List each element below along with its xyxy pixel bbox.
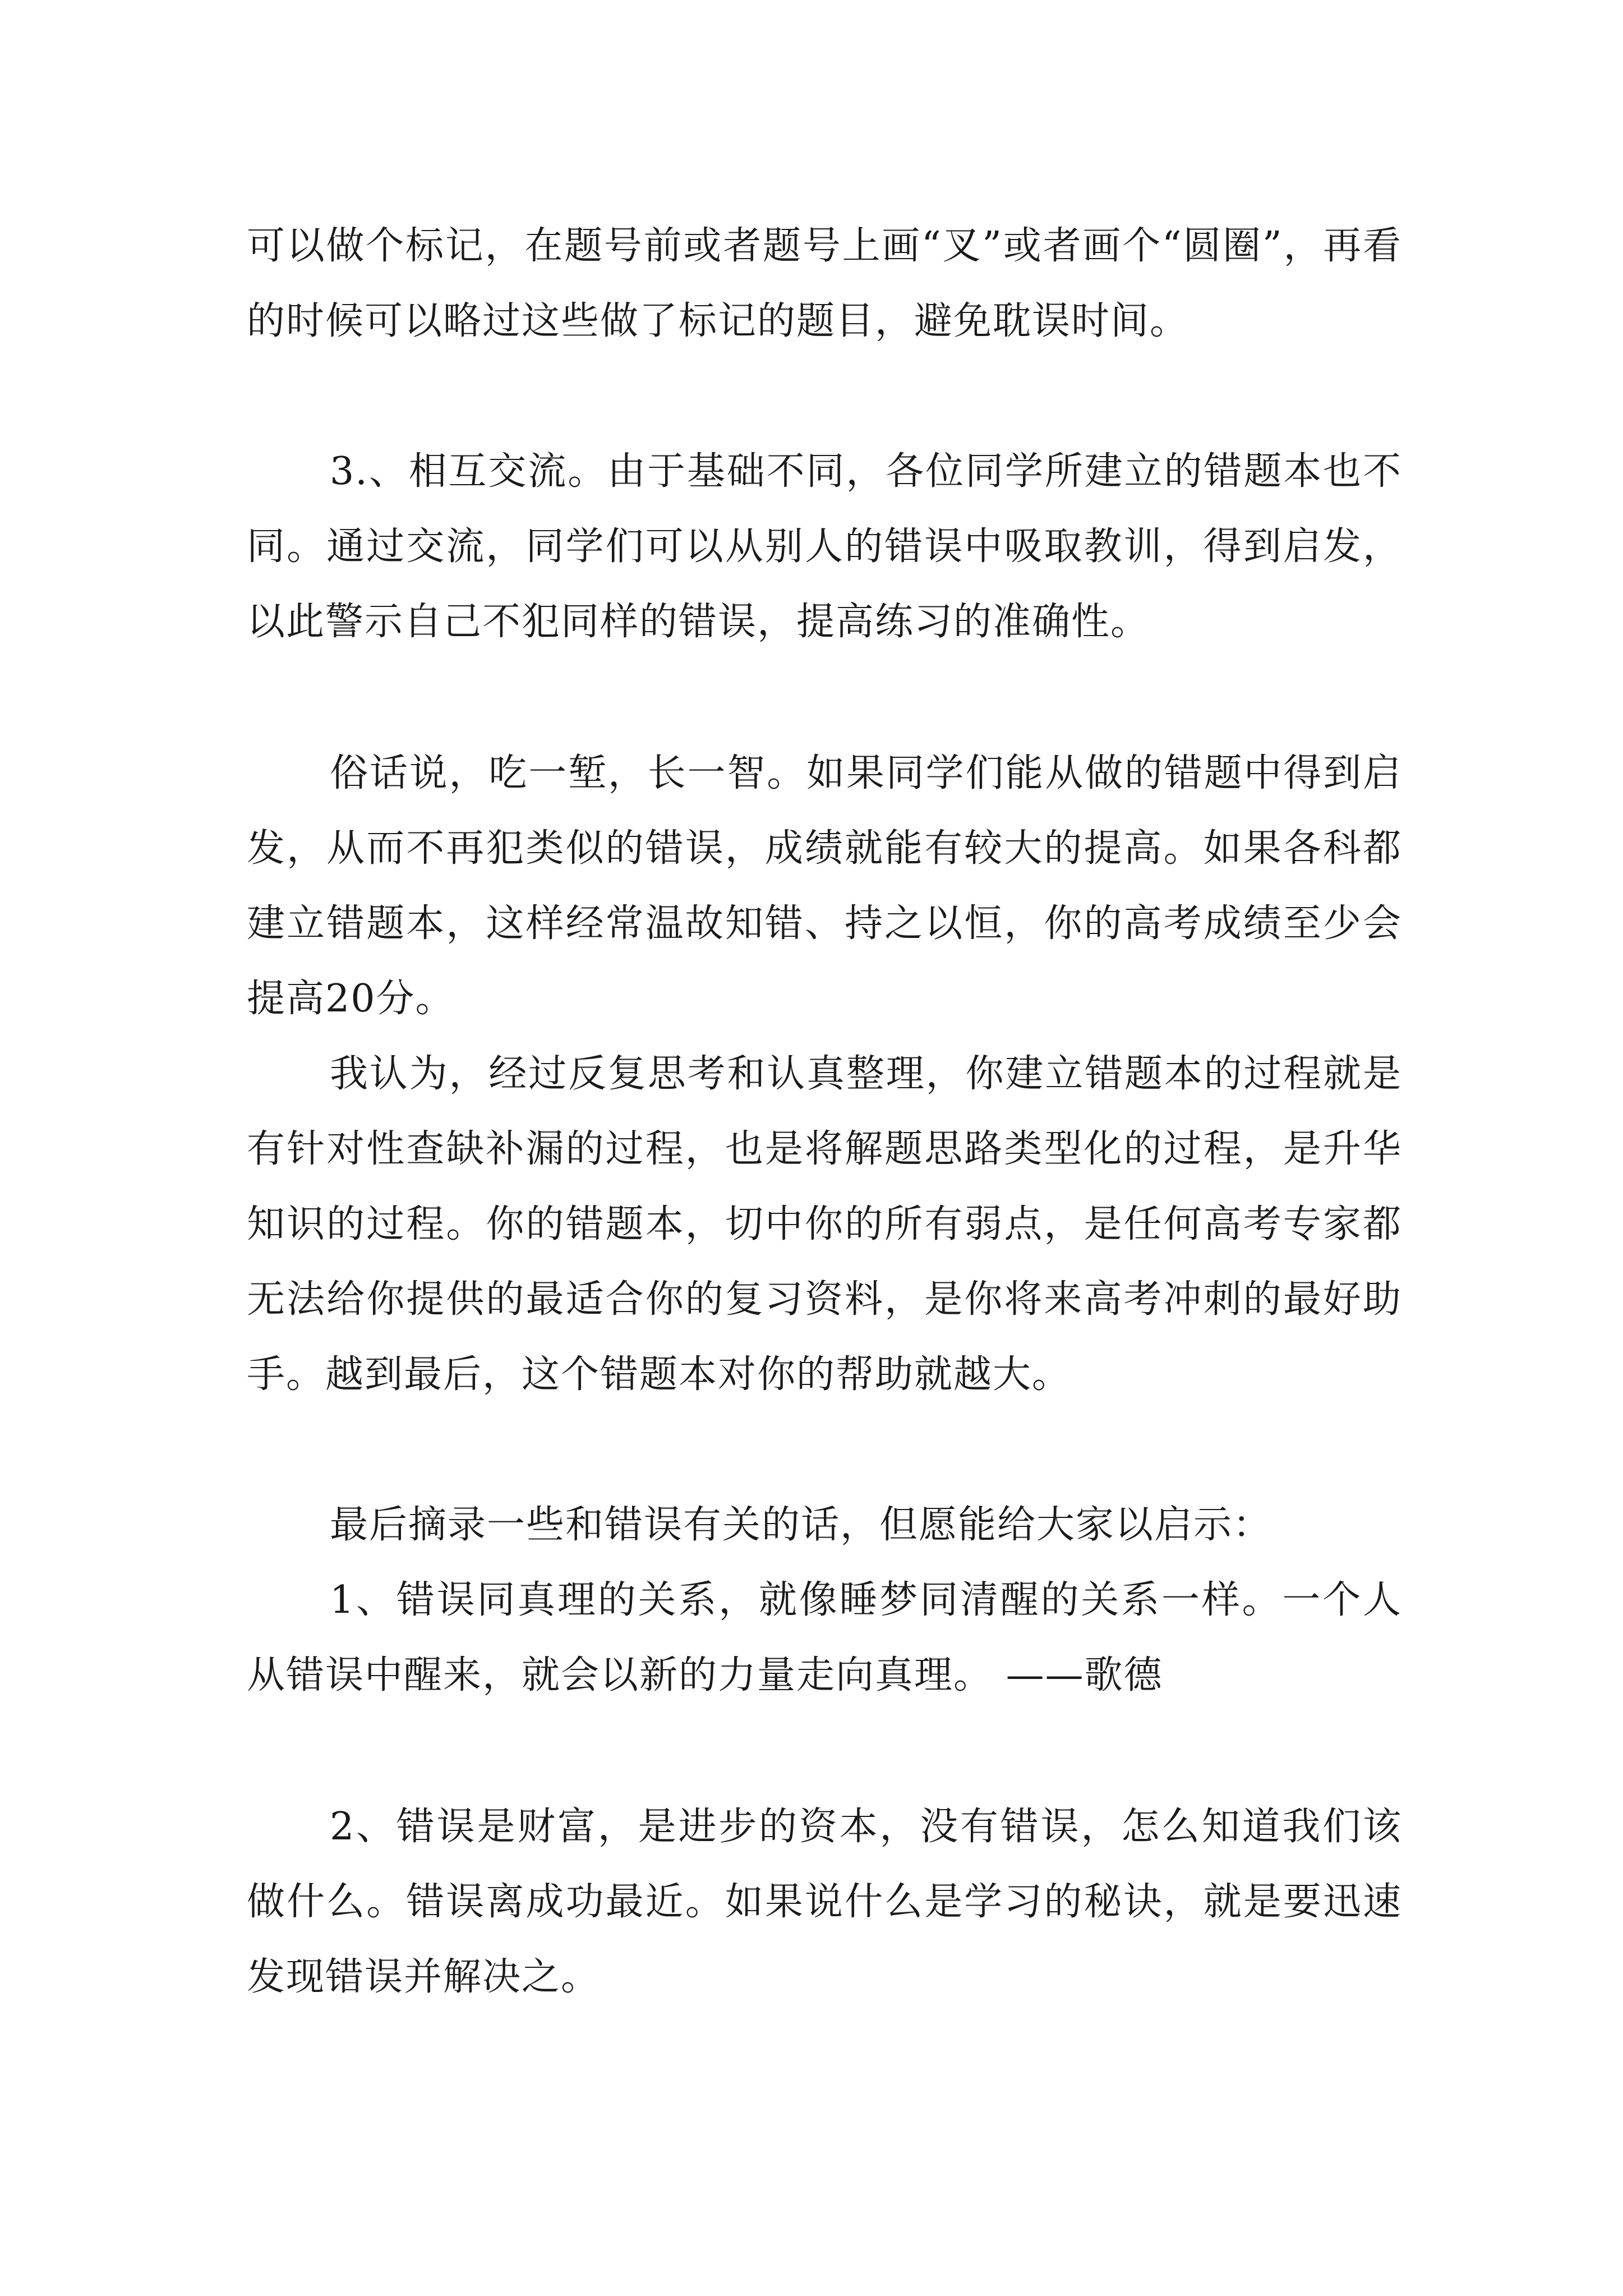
paragraph-1: 可以做个标记，在题号前或者题号上画“叉”或者画个“圆圈”，再看的时候可以略过这些做了标记的题目，避免耽误时间。 <box>247 224 1402 343</box>
paragraph-3: 俗话说，吃一堑，长一智。如果同学们能从做的错题中得到启发，从而不再犯类似的错误，成绩就能有较大的提高。如果各科都建立错题本，这样经常温故知错、持之以恒，你的高考成绩至少会提高20分。 <box>247 751 1402 1021</box>
paragraph-2: 3.、相互交流。由于基础不同，各位同学所建立的错题本也不同。通过交流，同学们可以从别人的错误中吸取教训，得到启发，以此警示自己不犯同样的错误，提高练习的准确性。 <box>247 449 1402 644</box>
paragraph-4: 我认为，经过反复思考和认真整理，你建立错题本的过程就是有针对性查缺补漏的过程，也是将解题思路类型化的过程，是升华知识的过程。你的错题本，切中你的所有弱点，是任何高考专家都无法给你提供的最适合你的复习资料，是你将来高考冲刺的最好助手。越到最后，这个错题本对你的帮助就越大。 <box>247 1052 1402 1397</box>
paragraph-6: 1、错误同真理的关系，就像睡梦同清醒的关系一样。一个人从错误中醒来，就会以新的力量走向真理。 ——歌德 <box>247 1578 1402 1697</box>
paragraph-5: 最后摘录一些和错误有关的话，但愿能给大家以启示： <box>330 1503 1272 1547</box>
paragraph-7: 2、错误是财富，是进步的资本，没有错误，怎么知道我们该做什么。错误离成功最近。如果说什么是学习的秘诀，就是要迅速发现错误并解决之。 <box>247 1805 1402 1999</box>
